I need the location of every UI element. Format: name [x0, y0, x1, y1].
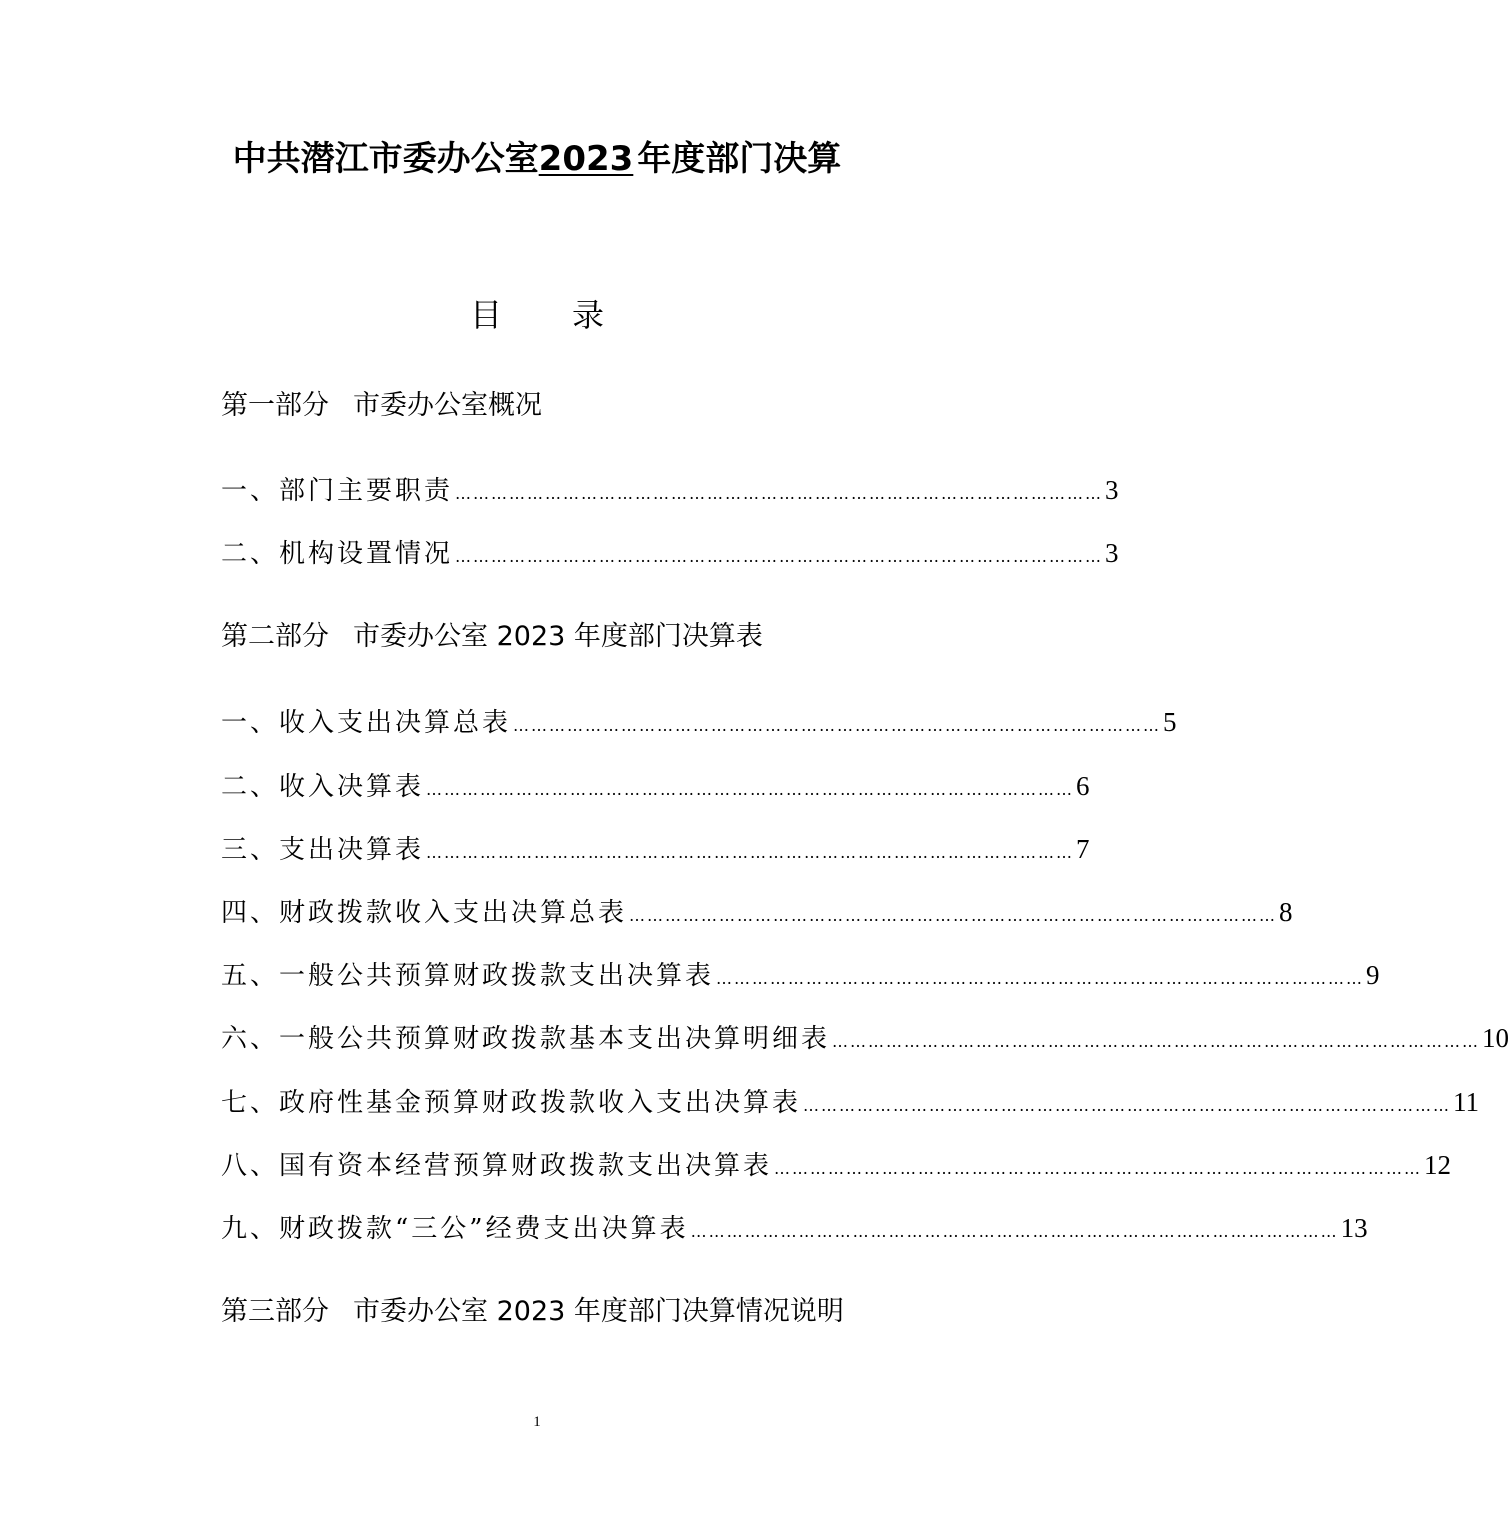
toc-heading [0, 290, 1074, 340]
document-title-suffix: 年度部门决算 [637, 139, 842, 179]
toc-entry-page: 10 [1482, 1023, 1509, 1053]
toc-entry-2-1[interactable] [221, 700, 1177, 744]
toc-entry-label: 八、国有资本经营预算财政拨款支出决算表 [221, 1151, 773, 1181]
page-number: 1 [533, 1414, 541, 1430]
toc-entry-page: 9 [1366, 960, 1380, 990]
toc-leader-dots: ……………………………………………………………………………………………… [774, 1159, 1423, 1178]
toc-entry-page: 3 [1105, 538, 1119, 568]
toc-entry-page: 11 [1453, 1087, 1480, 1117]
toc-entry-label: 二、收入决算表 [221, 772, 425, 802]
toc-leader-dots: ……………………………………………………………………………………………… [426, 843, 1075, 862]
toc-leader-dots: ……………………………………………………………………………………………… [426, 780, 1075, 799]
toc-entry-page: 5 [1163, 707, 1177, 737]
section-part-label: 第三部分 [221, 1296, 329, 1327]
toc-leader-dots: ……………………………………………………………………………………………… [629, 906, 1278, 925]
toc-section-1[interactable] [221, 384, 542, 428]
toc-entry-page: 13 [1340, 1213, 1368, 1243]
toc-entry-label: 七、政府性基金预算财政拨款收入支出决算表 [221, 1088, 802, 1118]
toc-leader-dots: ……………………………………………………………………………………………… [455, 547, 1104, 566]
toc-entry-label: 二、机构设置情况 [221, 539, 454, 569]
toc-entry-label: 五、一般公共预算财政拨款支出决算表 [221, 961, 715, 991]
toc-entry-1-2[interactable] [221, 531, 1119, 575]
toc-section-3[interactable] [221, 1290, 844, 1334]
section-part-label: 第二部分 [221, 621, 329, 652]
toc-entry-2-3[interactable] [221, 827, 1090, 871]
toc-entry-2-5[interactable] [221, 953, 1380, 997]
toc-heading-left: 目 [469, 296, 502, 334]
document-title-prefix: 中共潜江市委办公室 [232, 139, 539, 179]
toc-entry-2-6[interactable] [221, 1016, 1509, 1060]
toc-entry-1-1[interactable] [221, 468, 1119, 512]
section-title: 市委办公室 2023 年度部门决算表 [353, 621, 763, 652]
document-title [0, 131, 1074, 187]
section-title: 市委办公室概况 [353, 390, 542, 421]
toc-entry-page: 6 [1076, 771, 1090, 801]
toc-leader-dots: ……………………………………………………………………………………………… [716, 969, 1365, 988]
toc-entry-2-9[interactable] [221, 1206, 1368, 1250]
toc-entry-label: 一、部门主要职责 [221, 476, 454, 506]
toc-entry-page: 3 [1105, 475, 1119, 505]
toc-entry-label: 六、一般公共预算财政拨款基本支出决算明细表 [221, 1024, 831, 1054]
toc-leader-dots: ……………………………………………………………………………………………… [690, 1222, 1339, 1241]
toc-leader-dots: ……………………………………………………………………………………………… [832, 1032, 1481, 1051]
toc-entry-2-4[interactable] [221, 890, 1293, 934]
toc-leader-dots: ……………………………………………………………………………………………… [803, 1096, 1452, 1115]
toc-entry-2-2[interactable] [221, 764, 1090, 808]
toc-section-2[interactable] [221, 615, 763, 659]
section-part-label: 第一部分 [221, 390, 329, 421]
toc-entry-2-7[interactable] [221, 1080, 1480, 1124]
toc-entry-label: 一、收入支出决算总表 [221, 708, 512, 738]
toc-entry-page: 12 [1424, 1150, 1452, 1180]
toc-leader-dots: ……………………………………………………………………………………………… [513, 716, 1162, 735]
section-title: 市委办公室 2023 年度部门决算情况说明 [353, 1296, 844, 1327]
toc-entry-label: 三、支出决算表 [221, 835, 425, 865]
document-title-year: 2023 [538, 139, 634, 179]
toc-entry-label: 四、财政拨款收入支出决算总表 [221, 898, 628, 928]
toc-entry-page: 8 [1279, 897, 1293, 927]
toc-entry-page: 7 [1076, 834, 1090, 864]
toc-entry-2-8[interactable] [221, 1143, 1452, 1187]
toc-leader-dots: ……………………………………………………………………………………………… [455, 484, 1104, 503]
toc-entry-label: 九、财政拨款“三公”经费支出决算表 [221, 1214, 689, 1244]
toc-heading-right: 录 [572, 296, 605, 334]
